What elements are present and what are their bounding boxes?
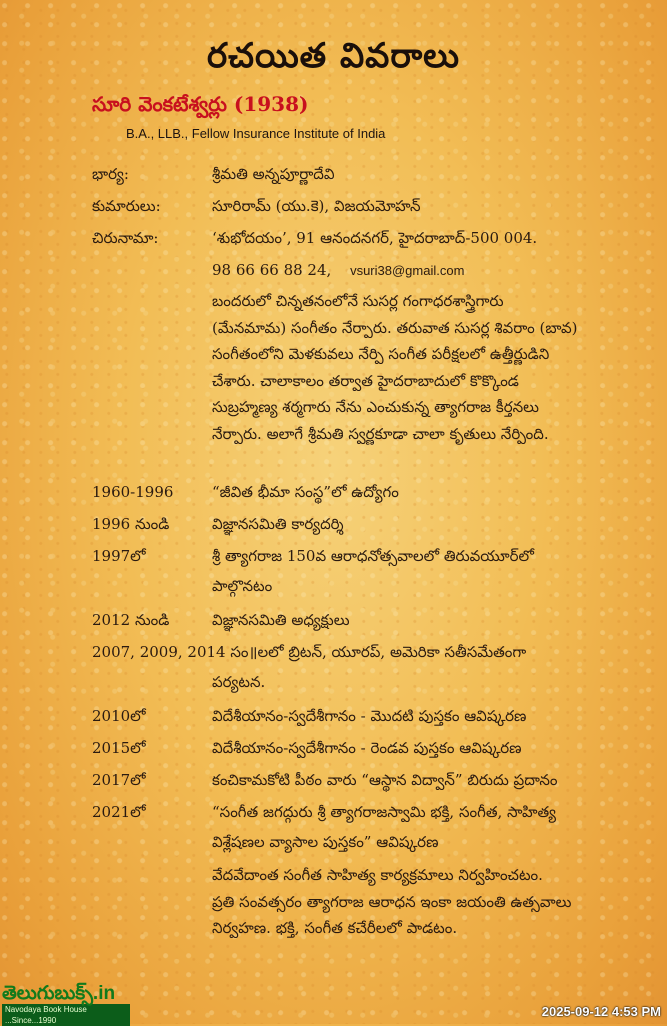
timeline-year: 2021లో <box>92 803 146 821</box>
contact-line <box>212 260 637 281</box>
timeline-year: 1996 నుండి <box>92 515 170 533</box>
email-address: vsuri38@gmail.com <box>350 263 465 278</box>
timeline-text: విదేశీయానం-స్వదేశీగానం - మొదటి పుస్తకం ఆవిష్కరణ <box>212 707 527 725</box>
closing-paragraph <box>212 862 637 942</box>
bio-line: నేర్పారు. అలాగే శ్రీమతి స్వర్ణకూడా చాలా కృతులు నేర్పింది. <box>212 424 549 443</box>
timeline-text: “సంగీత జగద్గురు శ్రీ త్యాగరాజస్వామి భక్తి, సంగీత, సాహిత్య <box>212 803 557 821</box>
publisher-logo <box>2 984 130 1026</box>
bio-line: సంగీతంలోని మెళకువలు నేర్పి సంగీత పరీక్షలలో ఉత్తీర్ణుడిని <box>212 345 550 363</box>
timeline-year: 1960-1996 <box>92 483 174 501</box>
timeline-text: విజ్ఞానసమితి కార్యదర్శి <box>212 515 344 533</box>
capture-timestamp: 2025-09-12 4:53 PM <box>541 1004 661 1019</box>
logo-text: తెలుగుబుక్స్.in <box>2 983 116 1004</box>
timeline-text: విదేశీయానం-స్వదేశీగానం - రెండవ పుస్తకం ఆవిష్కరణ <box>212 739 522 757</box>
detail-label-wife: భార్య: <box>92 165 129 183</box>
detail-value-wife: శ్రీమతి అన్నపూర్ణాదేవి <box>212 165 335 183</box>
timeline-text: విజ్ఞానసమితి అధ్యక్షులు <box>212 611 350 629</box>
bio-paragraph <box>212 288 637 447</box>
page-title: రచయిత వివరాలు <box>206 36 461 76</box>
closing-line: నిర్వహణ. భక్తి, సంగీత కచేరీలలో పాడటం. <box>212 919 458 937</box>
timeline-travel: 2007, 2009, 2014 సం॥లలో బ్రిటన్, యూరప్, అమెరికా సతీసమేతంగా <box>92 643 527 661</box>
bio-line: సుబ్రహ్మణ్య శర్మగారు నేను ఎంచుకున్న త్యాగరాజ కీర్తనలు <box>212 398 539 416</box>
detail-label-sons: కుమారులు: <box>92 197 161 215</box>
timeline-text: పాల్గొనటం <box>212 577 273 595</box>
author-name: సూరి వెంకటేశ్వర్లు (1938) <box>92 92 309 116</box>
timeline-year: 2015లో <box>92 739 146 757</box>
timeline-text: శ్రీ త్యాగరాజ 150వ ఆరాధనోత్సవాలలో తిరువయూర్‌లో <box>212 547 534 565</box>
timeline-text: విశ్లేషణల వ్యాసాల పుస్తకం” ఆవిష్కరణ <box>212 833 439 851</box>
timeline-year: 2017లో <box>92 771 146 789</box>
timeline-year: 1997లో <box>92 547 146 565</box>
timeline-text: “జీవిత భీమా సంస్థ”లో ఉద్యోగం <box>212 483 399 501</box>
logo-subtext: Navodaya Book House ...Since...1990 <box>2 1004 130 1026</box>
timeline-text: కంచికామకోటి పీఠం వారు “ఆస్థాన విద్వాన్” బిరుదు ప్రదానం <box>212 771 558 789</box>
timeline-text: పర్యటన. <box>212 673 266 691</box>
bio-line: బందరులో చిన్నతనంలోనే సుసర్ల గంగాధరశాస్త్రిగారు <box>212 292 504 310</box>
closing-line: ప్రతి సంవత్సరం త్యాగరాజ ఆరాధన ఇంకా జయంతి ఉత్సవాలు <box>212 892 572 911</box>
timeline-year: 2012 నుండి <box>92 611 170 629</box>
author-degrees: B.A., LLB., Fellow Insurance Institute of India <box>126 126 386 141</box>
phone-number: 98 66 66 88 24, <box>212 261 332 279</box>
detail-value-sons: సూరిరామ్ (యు.కె), విజయమోహన్ <box>212 197 421 215</box>
bio-line: చేశారు. చాలాకాలం తర్వాత హైదరాబాదులో కొక్కొండ <box>212 371 519 390</box>
detail-value-address: ‘శుభోదయం’, 91 ఆనందనగర్, హైదరాబాద్-500 004. <box>212 229 538 247</box>
detail-label-address: చిరునామా: <box>92 229 159 247</box>
closing-line: వేదవేదాంత సంగీత సాహిత్య కార్యక్రమాలు నిర్వహించటం. <box>212 866 543 884</box>
bio-line: (మేనమామ) సంగీతం నేర్పారు. తరువాత సుసర్ల శివరాం (బావ) <box>212 318 578 337</box>
timeline-year: 2010లో <box>92 707 146 725</box>
